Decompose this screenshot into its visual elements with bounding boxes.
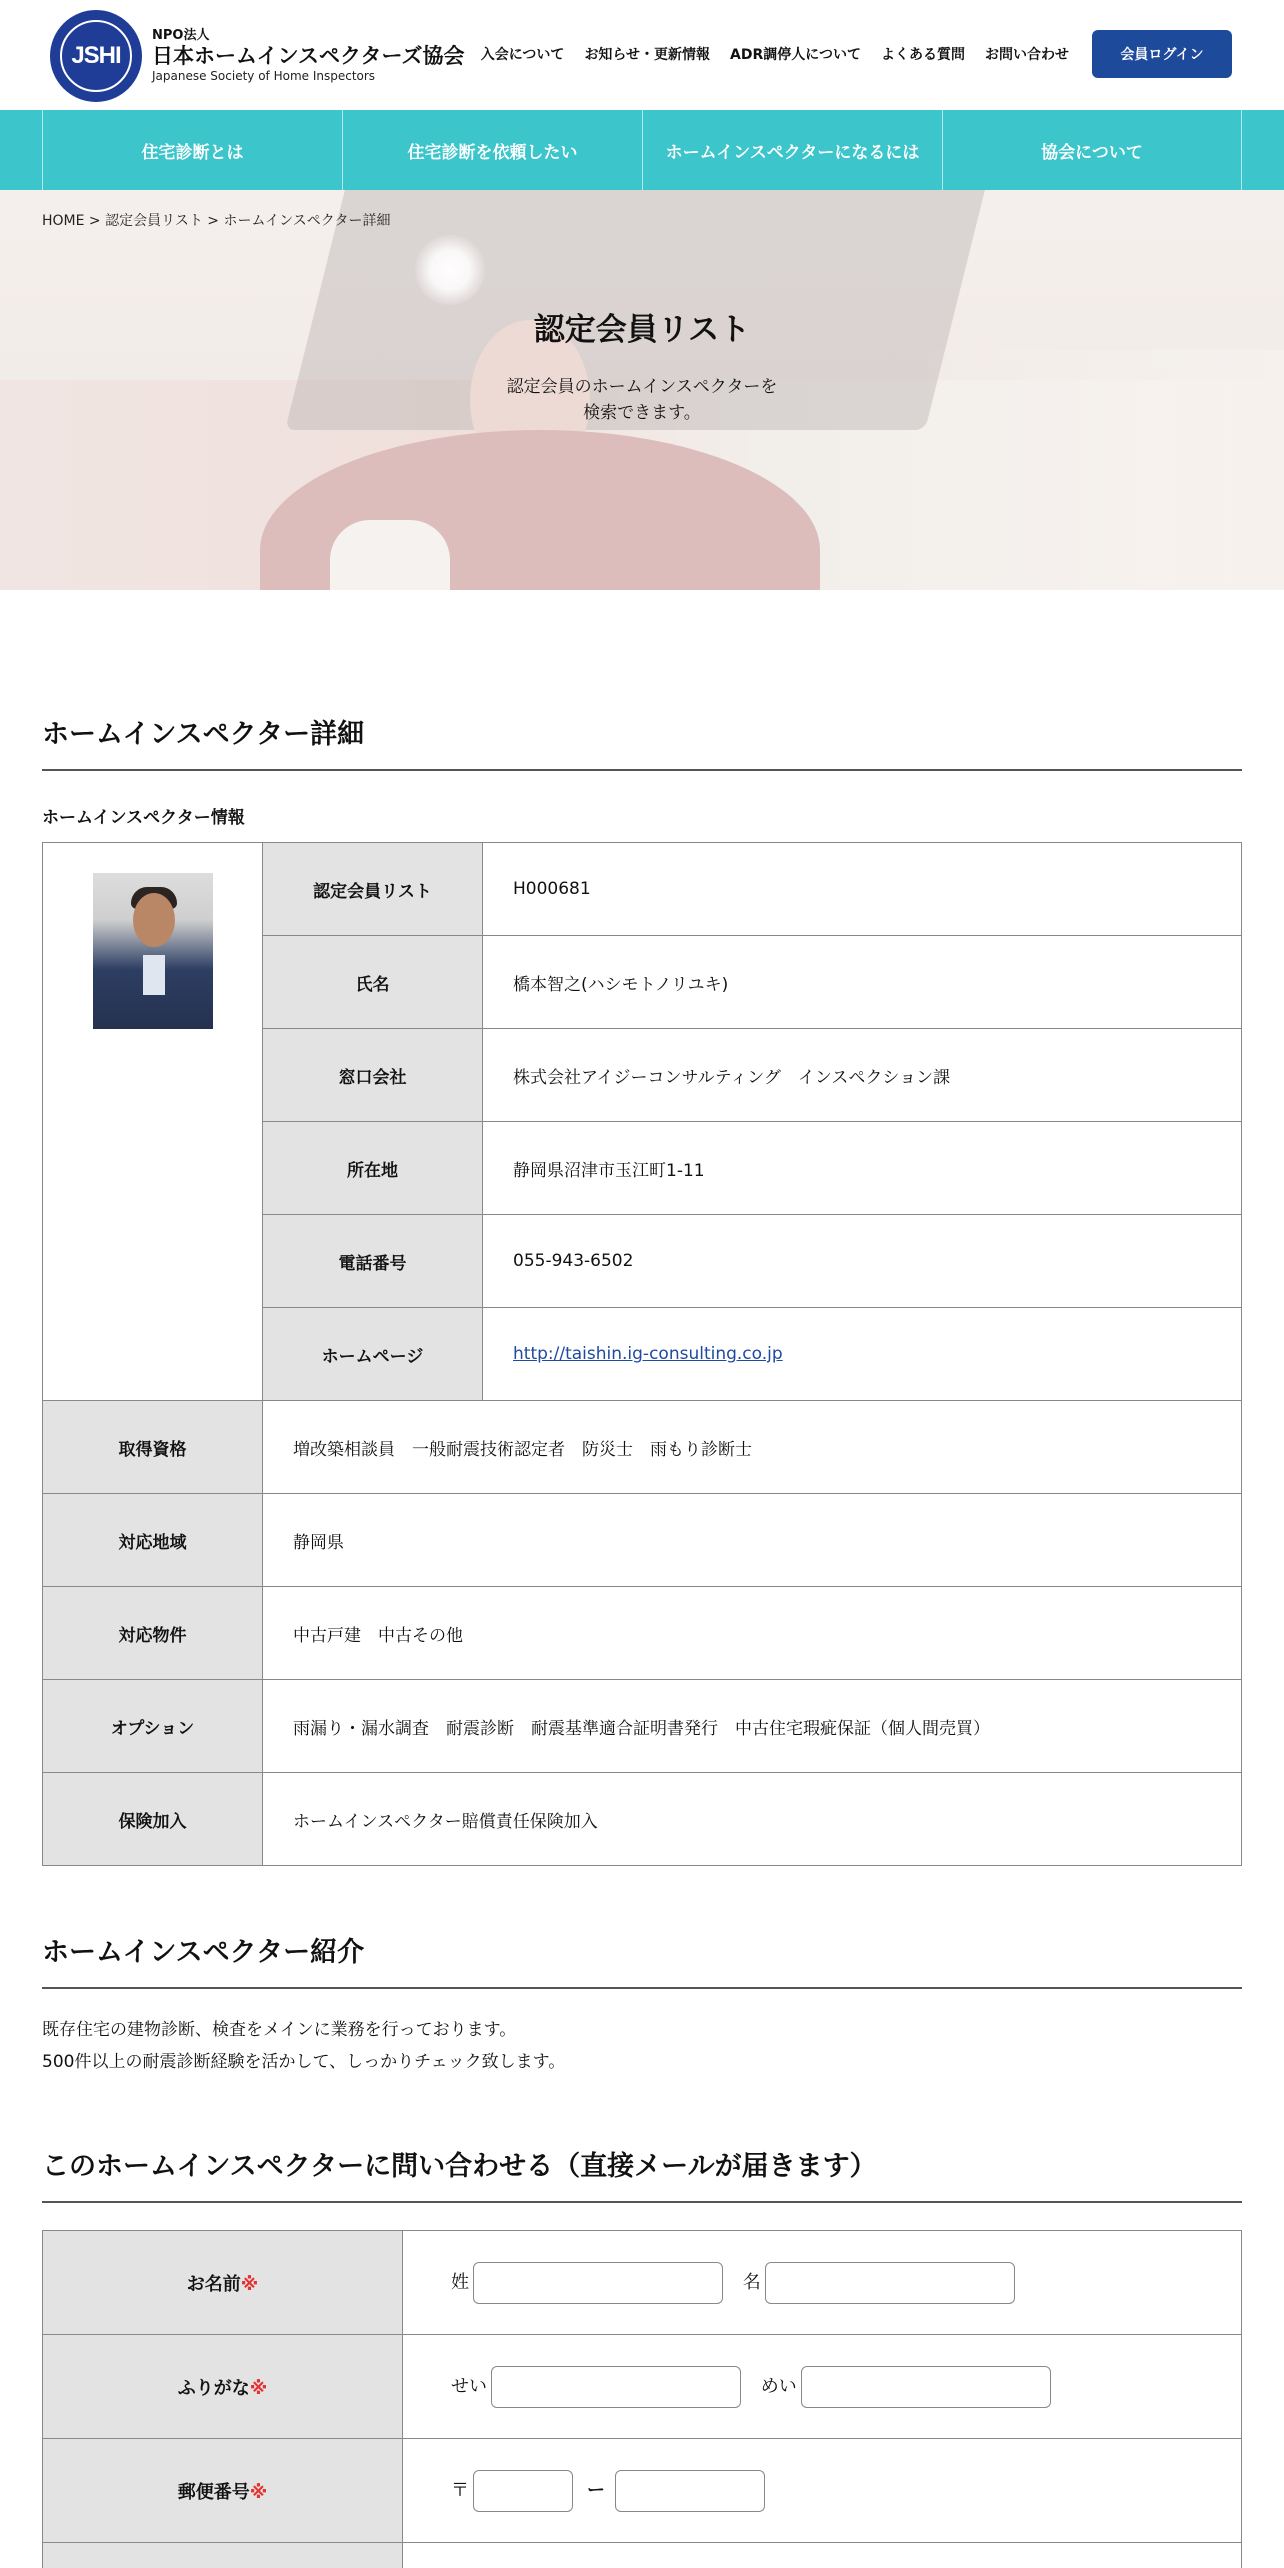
member-login-button[interactable]: 会員ログイン: [1092, 30, 1232, 78]
kana-sei-label: せい: [451, 2375, 487, 2397]
last-name-input[interactable]: [473, 2262, 723, 2304]
first-name-kana-input[interactable]: [801, 2366, 1051, 2408]
intro-text: [42, 2014, 565, 2078]
form-field-cell: [403, 2335, 1242, 2439]
contact-form: [42, 2230, 1242, 2568]
required-mark: ※: [249, 2481, 268, 2503]
hero-banner: [0, 190, 1284, 590]
logo-npo: NPO法人: [152, 28, 210, 44]
row-label: 氏名: [263, 936, 483, 1029]
form-row-zip: [43, 2439, 1242, 2543]
required-mark: ※: [249, 2377, 268, 2399]
form-label-cell: [43, 2231, 403, 2335]
property-type-value: 中古戸建 中古その他: [263, 1587, 1242, 1680]
hero-description-line1: 認定会員のホームインスペクターを: [506, 377, 778, 397]
row-label: 所在地: [263, 1122, 483, 1215]
table-row: [43, 1680, 1242, 1773]
kana-mei-label: めい: [760, 2375, 797, 2397]
zip-dash: ー: [587, 2479, 605, 2501]
form-label-cell: [43, 2439, 403, 2543]
main-nav-item-request[interactable]: 住宅診断を依頼したい: [342, 110, 642, 190]
logo-emblem: [50, 10, 142, 102]
options-value: 雨漏り・漏水調査 耐震診断 耐震基準適合証明書発行 中古住宅瑕疵保証（個人間売買）: [263, 1680, 1242, 1773]
detail-section-title: ホームインスペクター詳細: [42, 712, 1242, 771]
hero-description-line2: 検索できます。: [583, 403, 701, 423]
nav-link-faq[interactable]: よくある質問: [881, 47, 965, 63]
row-label: 保険加入: [43, 1773, 263, 1866]
row-label: ホームページ: [263, 1308, 483, 1401]
postal-mark: 〒: [451, 2479, 469, 2501]
breadcrumb[interactable]: HOME > 認定会員リスト > ホームインスペクター詳細: [42, 213, 391, 229]
main-nav: [0, 110, 1284, 190]
nav-link-news[interactable]: お知らせ・更新情報: [584, 47, 711, 63]
intro-line1: 既存住宅の建物診断、検査をメインに業務を行っております。: [42, 2020, 517, 2040]
area-value: 静岡県: [263, 1494, 1242, 1587]
logo-text: [152, 28, 464, 83]
intro-line2: 500件以上の耐震診断経験を活かして、しっかりチェック致します。: [42, 2052, 566, 2072]
page-title: 認定会員リスト: [533, 312, 751, 348]
mei-label: 名: [742, 2271, 761, 2293]
name-value: 橋本智之(ハシモトノリユキ): [483, 936, 1242, 1029]
logo-mark-text: JSHI: [71, 42, 121, 69]
form-field-cell: [403, 2439, 1242, 2543]
form-label-cell: [43, 2543, 403, 2568]
site-logo[interactable]: [50, 10, 464, 102]
qualifications-value: 増改築相談員 一般耐震技術認定者 防災士 雨もり診断士: [263, 1401, 1242, 1494]
top-nav: [481, 44, 1069, 64]
form-field-cell: [403, 2231, 1242, 2335]
main-nav-item-about-inspection[interactable]: 住宅診断とは: [42, 110, 342, 190]
row-label: 認定会員リスト: [263, 843, 483, 936]
logo-english: Japanese Society of Home Inspectors: [152, 69, 376, 84]
nav-link-membership[interactable]: 入会について: [480, 47, 565, 63]
insurance-value: ホームインスペクター賠償責任保険加入: [263, 1773, 1242, 1866]
table-row: [43, 1587, 1242, 1680]
company-value: 株式会社アイジーコンサルティング インスペクション課: [483, 1029, 1242, 1122]
row-label: 対応物件: [43, 1587, 263, 1680]
first-name-input[interactable]: [765, 2262, 1015, 2304]
form-row-next: [43, 2543, 1242, 2568]
row-label: 取得資格: [43, 1401, 263, 1494]
homepage-cell: [483, 1308, 1242, 1401]
main-nav-item-association[interactable]: 協会について: [942, 110, 1242, 190]
row-label: オプション: [43, 1680, 263, 1773]
info-subtitle: ホームインスペクター情報: [42, 808, 245, 828]
table-row: [43, 1773, 1242, 1866]
table-row: [43, 843, 1242, 936]
kana-label: ふりがな: [177, 2377, 250, 2399]
table-row: [43, 1401, 1242, 1494]
row-label: 窓口会社: [263, 1029, 483, 1122]
address-value: 静岡県沼津市玉江町1-11: [483, 1122, 1242, 1215]
hero-description: [0, 374, 1284, 426]
nav-link-adr[interactable]: ADR調停人について: [730, 47, 861, 63]
row-label: 対応地域: [43, 1494, 263, 1587]
photo-cell: [43, 843, 263, 1401]
table-row: [43, 1494, 1242, 1587]
inspector-info-table: [42, 842, 1242, 1866]
inspector-photo: [93, 873, 213, 1029]
last-name-kana-input[interactable]: [491, 2366, 741, 2408]
form-label-cell: [43, 2335, 403, 2439]
nav-link-contact[interactable]: お問い合わせ: [985, 47, 1069, 63]
member-id-value: H000681: [483, 843, 1242, 936]
site-header: [0, 0, 1284, 110]
intro-section-title: ホームインスペクター紹介: [42, 1930, 1242, 1989]
logo-name: 日本ホームインスペクターズ協会: [152, 44, 465, 68]
zip-label: 郵便番号: [177, 2481, 250, 2503]
form-field-cell: [403, 2543, 1242, 2568]
form-row-name: [43, 2231, 1242, 2335]
phone-value: 055-943-6502: [483, 1215, 1242, 1308]
sei-label: 姓: [451, 2271, 469, 2293]
homepage-link[interactable]: http://taishin.ig-consulting.co.jp: [513, 1344, 783, 1364]
contact-section-title: このホームインスペクターに問い合わせる（直接メールが届きます）: [42, 2144, 1242, 2203]
zip-first-input[interactable]: [473, 2470, 573, 2512]
required-mark: ※: [240, 2273, 259, 2295]
name-label: お名前: [186, 2273, 241, 2295]
main-nav-item-become-inspector[interactable]: ホームインスペクターになるには: [642, 110, 942, 190]
row-label: 電話番号: [263, 1215, 483, 1308]
form-row-kana: [43, 2335, 1242, 2439]
zip-second-input[interactable]: [615, 2470, 765, 2512]
